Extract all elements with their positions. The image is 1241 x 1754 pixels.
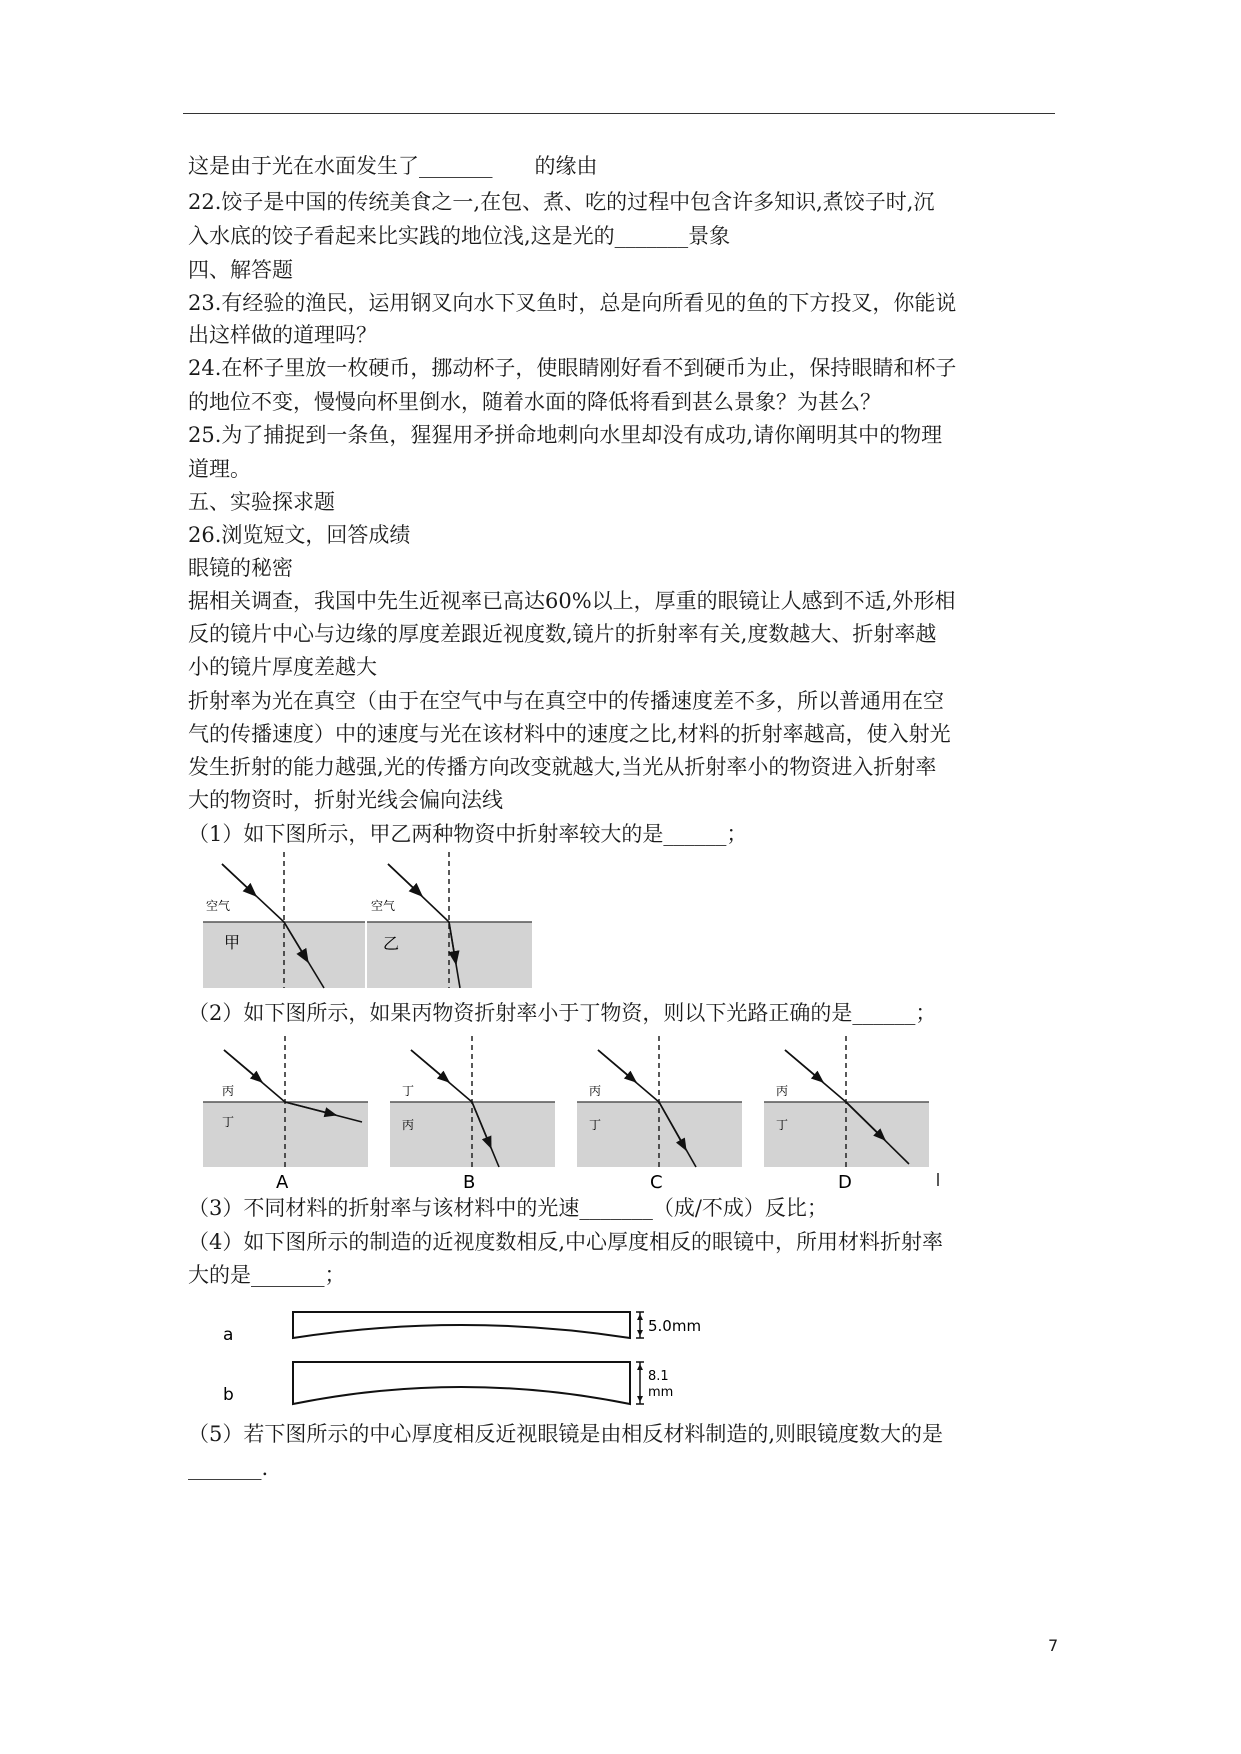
label-top: 丙	[222, 1084, 235, 1098]
label-yi: 乙	[383, 934, 400, 953]
label-bottom: 丙	[402, 1118, 415, 1132]
question-24-line-2: 的地位不变，慢慢向杯里倒水，随着水面的降低将看到甚么景象？为甚么？	[188, 390, 881, 414]
option-d-label: D	[838, 1172, 852, 1193]
article-line: 发生折射的能力越强,光的传播方向改变就越大,当光从折射率小的物资进入折射率	[188, 755, 937, 779]
article-line: 反的镜片中心与边缘的厚度差跟近视度数,镜片的折射率有关,度数越大、折射率越	[188, 622, 937, 646]
lens-b-thickness-unit: mm	[648, 1385, 674, 1400]
sub-question-4-line-1: （4）如下图所示的制造的近视度数相反,中心厚度相反的眼镜中，所用材料折射率	[188, 1230, 944, 1254]
label-bottom: 丁	[589, 1118, 602, 1132]
option-a-label: A	[276, 1172, 289, 1193]
label-jia: 甲	[224, 933, 241, 952]
option-d-diagram	[764, 1036, 929, 1193]
sub-question-1: （1）如下图所示，甲乙两种物资中折射率较大的是______；	[188, 822, 748, 846]
lens-b-thickness-value: 8.1	[648, 1369, 669, 1384]
question-25-line-1: 25.为了捕捉到一条鱼，猩猩用矛拼命地刺向水里却没有成功,请你阐明其中的物理	[188, 423, 943, 447]
label-air: 空气	[371, 899, 396, 913]
article-line: 气的传播速度）中的速度与光在该材料中的速度之比,材料的折射率越高，使入射光	[188, 722, 951, 746]
label-air: 空气	[206, 899, 231, 913]
text-line: 这是由于光在水面发生了_______ 的缘由	[188, 154, 598, 178]
lens-a	[223, 1312, 701, 1345]
header-rule	[183, 113, 1055, 114]
lens-b-label: b	[223, 1385, 234, 1405]
option-c-label: C	[650, 1172, 663, 1193]
lens-b	[223, 1362, 673, 1405]
lens-a-label: a	[223, 1325, 234, 1345]
figure-lenses	[215, 1302, 715, 1412]
sub-question-3: （3）不同材料的折射率与该材料中的光速_______（成/不成）反比；	[188, 1196, 828, 1220]
section-heading-5: 五、实验探求题	[188, 490, 335, 514]
question-25-line-2: 道理。	[188, 457, 251, 481]
article-title: 眼镜的秘密	[188, 556, 293, 580]
label-top: 丙	[589, 1084, 602, 1098]
article-line: 大的物资时，折射光线会偏向法线	[188, 788, 503, 812]
figure-refraction-jia-yi	[200, 852, 540, 990]
article-line: 折射率为光在真空（由于在空气中与在真空中的传播速度差不多，所以普通用在空	[188, 689, 944, 713]
section-heading-4: 四、解答题	[188, 258, 293, 282]
option-b-label: B	[463, 1172, 476, 1193]
option-b-diagram	[390, 1036, 555, 1193]
sub-question-4-line-2: 大的是_______；	[188, 1263, 346, 1287]
question-22-line-2: 入水底的饺子看起来比实践的地位浅,这是光的_______景象	[188, 224, 731, 248]
page-number: 7	[1048, 1636, 1059, 1655]
figure-refraction-options	[200, 1036, 945, 1196]
article-line: 小的镜片厚度差越大	[188, 655, 377, 679]
question-24-line-1: 24.在杯子里放一枚硬币，挪动杯子，使眼睛刚好看不到硬币为止，保持眼睛和杯子	[188, 356, 957, 380]
label-bottom: 丁	[776, 1118, 789, 1132]
sub-question-5-line-1: （5）若下图所示的中心厚度相反近视眼镜是由相反材料制造的,则眼镜度数大的是	[188, 1422, 944, 1446]
option-a-diagram	[203, 1036, 368, 1193]
lens-a-thickness: 5.0mm	[648, 1317, 702, 1335]
question-23-line-2: 出这样做的道理吗？	[188, 323, 377, 347]
question-23-line-1: 23.有经验的渔民，运用钢叉向水下叉鱼时，总是向所看见的鱼的下方投叉，你能说	[188, 291, 957, 315]
question-22-line-1: 22.饺子是中国的传统美食之一,在包、煮、吃的过程中包含许多知识,煮饺子时,沉	[188, 190, 935, 214]
label-top: 丙	[776, 1084, 789, 1098]
sub-question-5-line-2: _______.	[188, 1456, 269, 1480]
article-line: 据相关调查，我国中先生近视率已高达60%以上，厚重的眼镜让人感到不适,外形相	[188, 589, 956, 613]
option-c-diagram	[577, 1036, 742, 1193]
sub-question-2: （2）如下图所示，如果丙物资折射率小于丁物资，则以下光路正确的是______；	[188, 1001, 937, 1025]
question-26-intro: 26.浏览短文，回答成绩	[188, 523, 411, 547]
label-bottom: 丁	[222, 1115, 235, 1129]
label-top: 丁	[402, 1084, 415, 1098]
